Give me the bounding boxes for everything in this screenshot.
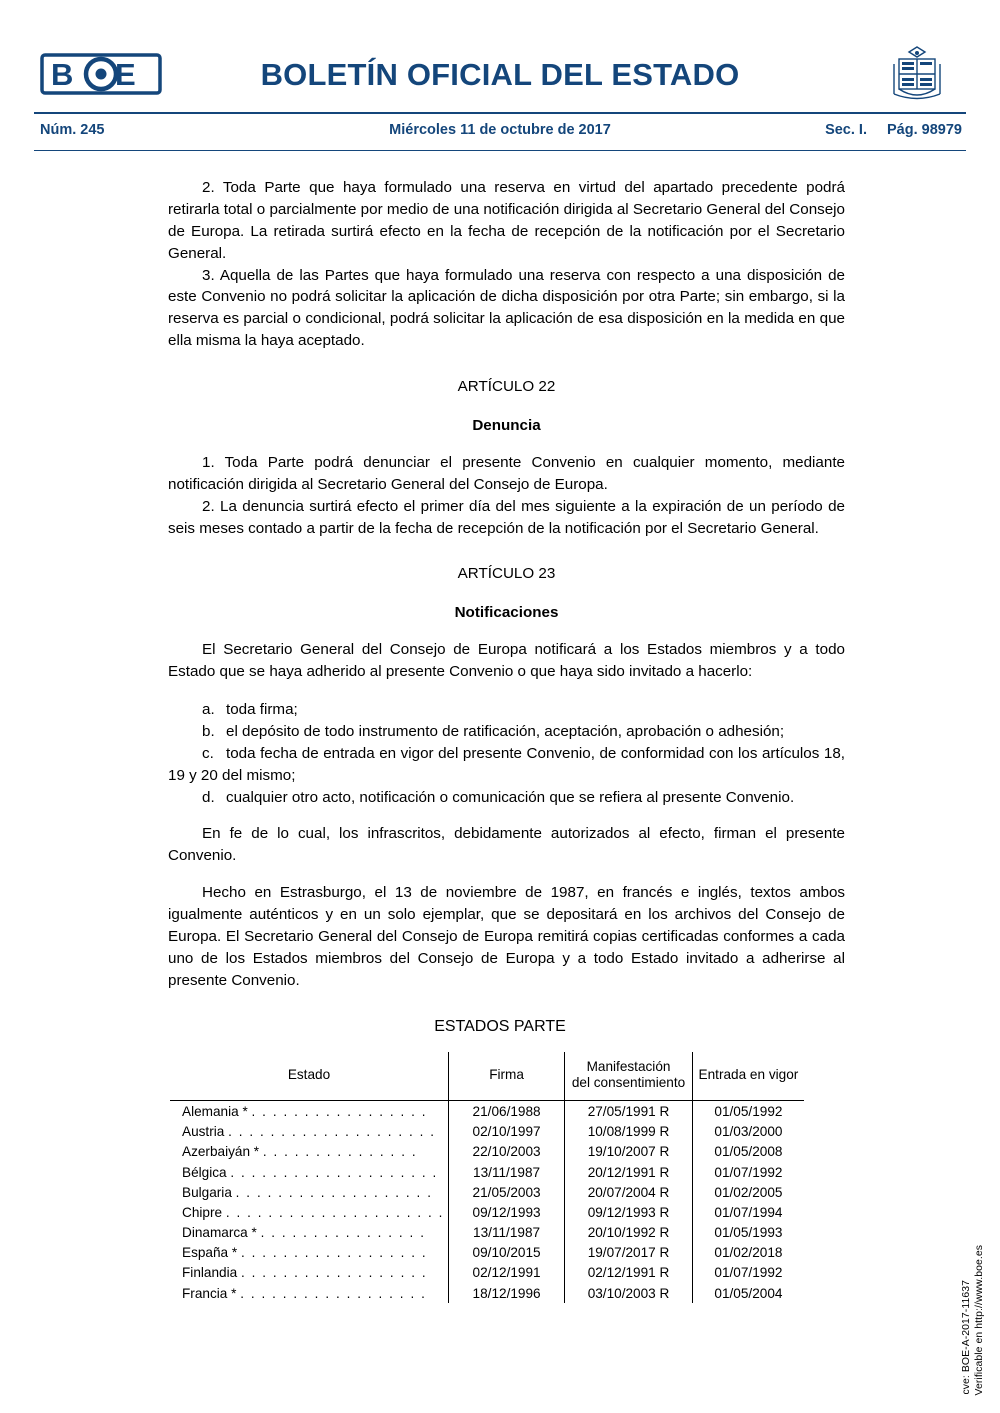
cell-entrada-en-vigor: 01/02/2018: [692, 1243, 804, 1263]
issue-number: Núm. 245: [40, 122, 105, 138]
heading-articulo-22: ARTÍCULO 22: [457, 378, 556, 396]
table-head: [170, 1052, 804, 1101]
cell-manifestacion: 03/10/2003 R: [565, 1283, 693, 1303]
table-row: [170, 1222, 804, 1242]
estado-name: España *: [182, 1245, 238, 1261]
column-header-firma: Firma: [448, 1052, 564, 1101]
cell-estado: [170, 1101, 448, 1122]
cell-entrada-en-vigor: 01/05/2008: [692, 1142, 804, 1162]
masthead: [0, 0, 1000, 112]
estados-parte-table: [170, 1052, 804, 1304]
paragraph-22-2: 2. La denuncia surtirá efecto el primer día del mes siguiente a la expiración de un período de seis meses contado a partir de la fecha de recepción de la notificación por el Secretario General.: [168, 497, 845, 537]
cell-manifestacion: 27/05/1991 R: [565, 1101, 693, 1122]
cell-firma: 21/06/1988: [448, 1101, 564, 1122]
cell-firma: 21/05/2003: [448, 1182, 564, 1202]
cell-manifestacion: 20/12/1991 R: [565, 1162, 693, 1182]
svg-text:E: E: [115, 57, 136, 92]
table-row: [170, 1122, 804, 1142]
list-item: [168, 787, 845, 809]
cell-entrada-en-vigor: 01/07/1994: [692, 1202, 804, 1222]
cell-manifestacion: 09/12/1993 R: [565, 1202, 693, 1222]
table-row: [170, 1243, 804, 1263]
cell-estado: [170, 1283, 448, 1303]
cell-estado: [170, 1202, 448, 1222]
table-row: [170, 1162, 804, 1182]
leader-dots: . . . . . . . . . . . . . . .: [262, 1144, 418, 1160]
cell-estado: [170, 1263, 448, 1283]
list-item: [168, 721, 845, 743]
paragraph-23-intro: El Secretario General del Consejo de Europa notificará a los Estados miembros y a todo Estado que se haya adherido al presente Convenio o que haya sido invitado a hacerlo:: [168, 641, 845, 681]
paragraph-22-1: 1. Toda Parte podrá denunciar el presente Convenio en cualquier momento, mediante notificación dirigida al Secretario General del Consejo de Europa.: [168, 453, 845, 493]
list-item-text: toda fecha de entrada en vigor del presente Convenio, de conformidad con los artículos 18, 19 y 20 del mismo;: [168, 744, 845, 784]
cell-firma: 09/10/2015: [448, 1243, 564, 1263]
estado-name: Alemania *: [182, 1103, 248, 1119]
cell-firma: 22/10/2003: [448, 1142, 564, 1162]
list-item-label: a.: [202, 701, 215, 719]
heading-articulo-23: ARTÍCULO 23: [457, 565, 556, 583]
cell-estado: [170, 1182, 448, 1202]
list-item: [168, 743, 845, 787]
column-header-entrada-en-vigor: Entrada en vigor: [692, 1052, 804, 1101]
leader-dots: . . . . . . . . . . . . . . . . . .: [240, 1265, 428, 1281]
estado-name: Dinamarca *: [182, 1225, 257, 1241]
subheader: [34, 114, 966, 150]
leader-dots: . . . . . . . . . . . . . . . . . .: [240, 1245, 428, 1261]
issue-date: Miércoles 11 de octubre de 2017: [389, 122, 611, 138]
estados-parte-table-wrap: [170, 1052, 804, 1304]
cell-estado: [170, 1243, 448, 1263]
cell-manifestacion: 20/07/2004 R: [565, 1182, 693, 1202]
column-header-manifestacion-line2: del consentimiento: [571, 1075, 686, 1091]
column-header-estado: Estado: [170, 1052, 448, 1101]
list-item: [168, 699, 845, 721]
cell-estado: [170, 1122, 448, 1142]
cell-firma: 02/12/1991: [448, 1263, 564, 1283]
cell-firma: 13/11/1987: [448, 1222, 564, 1242]
estado-name: Austria: [182, 1124, 225, 1140]
cell-estado: [170, 1222, 448, 1242]
leader-dots: . . . . . . . . . . . . . . . . .: [251, 1103, 428, 1119]
cell-firma: 18/12/1996: [448, 1283, 564, 1303]
cell-entrada-en-vigor: 01/07/1992: [692, 1162, 804, 1182]
list-item-label: b.: [202, 722, 215, 740]
section-label: Sec. I.: [825, 122, 867, 138]
cell-manifestacion: 19/07/2017 R: [565, 1243, 693, 1263]
cell-entrada-en-vigor: 01/07/1992: [692, 1263, 804, 1283]
estado-name: Bélgica: [182, 1164, 227, 1180]
paragraph-closing: En fe de lo cual, los infrascritos, debidamente autorizados al efecto, firman el presente Convenio.: [168, 825, 845, 865]
cell-entrada-en-vigor: 01/02/2005: [692, 1182, 804, 1202]
cell-entrada-en-vigor: 01/05/1993: [692, 1222, 804, 1242]
list-item-text: toda firma;: [226, 701, 298, 719]
estado-name: Francia *: [182, 1285, 237, 1301]
cell-manifestacion: 02/12/1991 R: [565, 1263, 693, 1283]
section-page: [809, 122, 962, 138]
column-header-manifestacion-line1: Manifestación: [586, 1058, 671, 1074]
table-header-row: [170, 1052, 804, 1101]
list-item-text: cualquier otro acto, notificación o comunicación que se refiera al presente Convenio.: [226, 788, 795, 806]
estado-name: Chipre: [182, 1204, 223, 1220]
subheader-rule: [34, 150, 966, 151]
leader-dots: . . . . . . . . . . . . . . . . . . . . .: [225, 1204, 444, 1220]
svg-text:B: B: [51, 57, 74, 92]
subheading-denuncia: Denuncia: [472, 417, 541, 435]
table-row: [170, 1283, 804, 1303]
cell-manifestacion: 20/10/1992 R: [565, 1222, 693, 1242]
cell-firma: 02/10/1997: [448, 1122, 564, 1142]
cell-manifestacion: 10/08/1999 R: [565, 1122, 693, 1142]
document-body: [168, 177, 845, 992]
leader-dots: . . . . . . . . . . . . . . . . . . . .: [230, 1164, 438, 1180]
table-row: [170, 1101, 804, 1122]
table-row: [170, 1202, 804, 1222]
sidebar-note: [954, 0, 1000, 1413]
subheading-notificaciones: Notificaciones: [454, 604, 559, 622]
leader-dots: . . . . . . . . . . . . . . . . . . .: [235, 1184, 433, 1200]
cell-entrada-en-vigor: 01/05/1992: [692, 1101, 804, 1122]
estado-name: Finlandia: [182, 1265, 238, 1281]
leader-dots: . . . . . . . . . . . . . . . . . .: [240, 1285, 427, 1301]
page-title: BOLETÍN OFICIAL DEL ESTADO: [260, 57, 740, 92]
cell-firma: 09/12/1993: [448, 1202, 564, 1222]
paragraph-place-date: Hecho en Estrasburgo, el 13 de noviembre de 1987, en francés e inglés, textos ambos igualmente auténticos y en un solo ejemplar, que se depositará en los archivos del Consejo de Europa. El Secretario General del Consejo de Europa remitirá copias certificadas conformes a cada uno de los Estados miembros del Consejo de Europa y a todo Estado invitado a adherirse al presente Convenio.: [168, 884, 845, 989]
cell-manifestacion: 19/10/2007 R: [565, 1142, 693, 1162]
list-item-text: el depósito de todo instrumento de ratificación, aceptación, aprobación o adhesión;: [226, 722, 785, 740]
spain-coat-of-arms-icon: [886, 44, 948, 106]
paragraph-3: 3. Aquella de las Partes que haya formulado una reserva con respecto a una disposición de este Convenio no podrá solicitar la aplicación de dicha disposición por otra Parte; sin embargo, si la reserva es parcial o condicional, podrá solicitar la aplicación de esa disposición en la medida en que ella misma la haya aceptado.: [168, 266, 845, 350]
cell-entrada-en-vigor: 01/05/2004: [692, 1283, 804, 1303]
cell-firma: 13/11/1987: [448, 1162, 564, 1182]
table-title: ESTADOS PARTE: [434, 1017, 566, 1035]
estado-name: Bulgaria: [182, 1184, 232, 1200]
cell-estado: [170, 1142, 448, 1162]
cve-code: cve: BOE-A-2017-11637: [960, 1280, 972, 1395]
table-body: [170, 1101, 804, 1303]
leader-dots: . . . . . . . . . . . . . . . .: [260, 1225, 426, 1241]
column-header-manifestacion: [565, 1052, 693, 1101]
verify-url: Verificable en http://www.boe.es: [973, 1244, 985, 1395]
estado-name: Azerbaiyán *: [182, 1144, 260, 1160]
leader-dots: . . . . . . . . . . . . . . . . . . . .: [228, 1124, 436, 1140]
list-item-label: d.: [202, 788, 215, 806]
table-row: [170, 1142, 804, 1162]
cell-entrada-en-vigor: 01/03/2000: [692, 1122, 804, 1142]
table-row: [170, 1263, 804, 1283]
table-row: [170, 1182, 804, 1202]
notification-list: [168, 699, 845, 808]
page-label: Pág. 98979: [887, 122, 962, 138]
cell-estado: [170, 1162, 448, 1182]
paragraph-2: 2. Toda Parte que haya formulado una reserva en virtud del apartado precedente podrá retirarla total o parcialmente por medio de una notificación dirigida al Secretario General del Consejo de Europa. La retirada surtirá efecto en la fecha de recepción de la notificación por el Secretario General.: [168, 179, 845, 262]
list-item-label: c.: [202, 744, 214, 762]
